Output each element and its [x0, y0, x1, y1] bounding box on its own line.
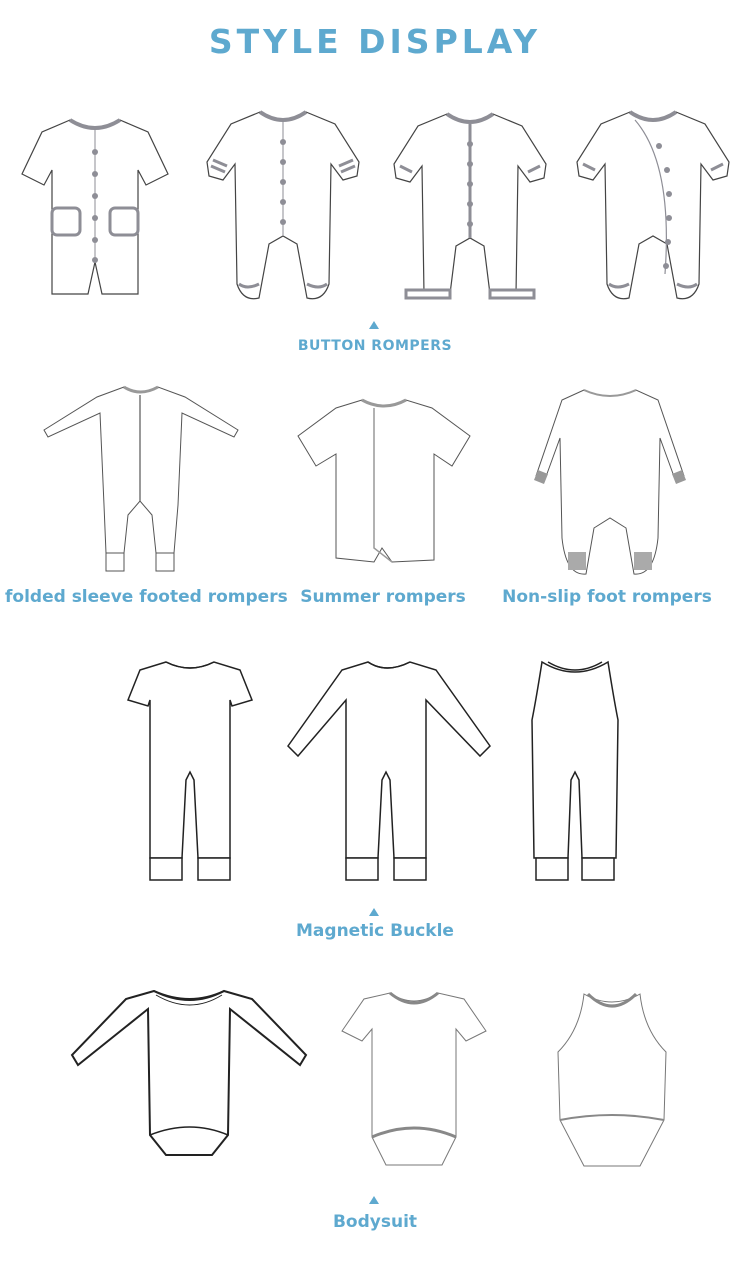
short-sleeve-magnetic-romper-illustration: [126, 660, 254, 884]
summer-romper-illustration: [296, 398, 472, 568]
triangle-up-icon: [369, 908, 379, 916]
long-sleeve-bodysuit-illustration: [70, 985, 310, 1161]
page-title: STYLE DISPLAY: [208, 22, 542, 61]
caption-folded-sleeve: folded sleeve footed rompers: [5, 587, 288, 607]
sleeveless-magnetic-romper-illustration: [528, 660, 622, 884]
long-sleeve-magnetic-romper-illustration: [286, 660, 492, 884]
short-sleeve-button-romper-illustration: [20, 112, 170, 297]
side-button-footed-romper-illustration: [573, 104, 733, 304]
folded-sleeve-footed-romper-illustration: [42, 385, 242, 575]
footed-button-romper-illustration: [203, 104, 363, 304]
bodysuit-label: Bodysuit: [332, 1212, 418, 1232]
caption-summer: Summer rompers: [300, 587, 466, 607]
button-rompers-label: BUTTON ROMPERS: [297, 338, 453, 354]
triangle-up-icon: [369, 321, 379, 329]
caption-non-slip: Non-slip foot rompers: [502, 587, 712, 607]
short-sleeve-bodysuit-illustration: [340, 987, 488, 1171]
cuffed-button-romper-illustration: [390, 106, 550, 304]
non-slip-foot-romper-illustration: [532, 388, 688, 578]
tank-bodysuit-illustration: [554, 990, 670, 1170]
triangle-up-icon: [369, 1196, 379, 1204]
magnetic-buckle-label: Magnetic Buckle: [296, 921, 454, 941]
